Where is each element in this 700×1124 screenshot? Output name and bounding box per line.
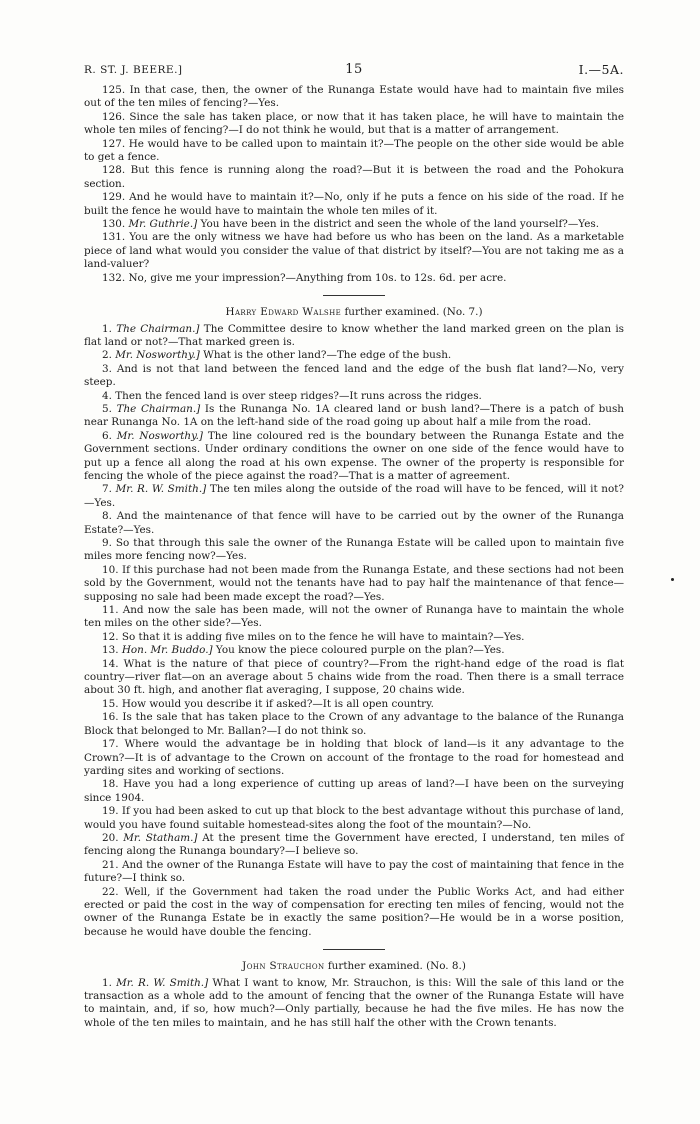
section-subtitle: further examined. (No. 7.) — [344, 306, 483, 319]
document-reference: I.—5A. — [578, 62, 624, 77]
speaker-name: Hon. Mr. Buddo.] — [121, 644, 213, 657]
speaker-name: Mr. Statham.] — [123, 831, 198, 844]
paragraph-126: 126. Since the sale has taken place, or now that it has taken place, he will have to maintain the whole ten miles of fencing?—I do not think he would, but that is a matter of arrangement. — [84, 110, 624, 137]
page-number: 15 — [345, 62, 363, 77]
question-number: 130. — [102, 218, 126, 231]
question-14: 14. What is the nature of that piece of country?—From the right-hand edge of the road is flat country—river flat—on an average about 5 chains wide from the road. Then there is a small terrace about 30 ft. high, and another flat averaging, I suppose, 20 chains wide. — [84, 657, 624, 697]
speaker-name: Mr. R. W. Smith.] — [116, 976, 209, 989]
question-number: 5. — [102, 402, 112, 415]
section-divider — [323, 949, 385, 950]
paragraph-128: 128. But this fence is running along the road?—But it is between the road and the Pohokura section. — [84, 164, 624, 190]
paragraph-131: 131. You are the only witness we have had before us who has been on the land. As a marketable piece of land what would you consider the value of that district by itself?—You are not taking me as a land-valuer? — [84, 231, 624, 271]
question-text: The line coloured red is the boundary between the Runanga Estate and the Government sections. Under ordinary conditions the owner on one side of the fence would have to put up a fence all along the road at his own expense. The owner of the property is responsible for fencing the whole of the piece against the road?—That is a matter of agreement. — [84, 429, 624, 482]
question-text: The ten miles along the outside of the road will have to be fenced, will it not?—Yes. — [84, 483, 625, 509]
paragraph-129: 129. And he would have to maintain it?—No, only if he puts a fence on his side of the road. If he built the fence he would have to maintain the whole ten miles of it. — [84, 191, 624, 217]
section-title-walshe — [84, 306, 624, 319]
question-7 — [84, 483, 624, 510]
question-13 — [84, 644, 624, 657]
question-16: 16. Is the sale that has taken place to the Crown of any advantage to the balance of the Runanga Block that belonged to Mr. Ballan?—I do not think so. — [84, 711, 624, 737]
page-content — [84, 84, 624, 1030]
section-title-strauchon — [84, 960, 624, 973]
question-11: 11. And now the sale has been made, will not the owner of Runanga have to maintain the whole ten miles on the other side?—Yes. — [84, 604, 624, 630]
question-4: 4. Then the fenced land is over steep ridges?—It runs across the ridges. — [102, 389, 482, 402]
speaker-name: The Chairman.] — [116, 402, 201, 415]
header-witness-name: R. ST. J. BEERE.] — [84, 64, 183, 76]
question-10: 10. If this purchase had not been made from the Runanga Estate, and these sections had not been sold by the Government, would not the tenants have had to pay half the maintenance of that fence—supposing no sale had been made except the road?—Yes. — [84, 563, 624, 603]
speaker-name: Mr. Nosworthy.] — [115, 349, 200, 362]
question-15: 15. How would you describe it if asked?—It is all open country. — [102, 697, 434, 710]
question-17: 17. Where would the advantage be in holding that block of land—is it any advantage to the Crown?—It is of advantage to the Crown on account of the frontage to the road for homestead and yarding sites and working of sections. — [84, 738, 624, 777]
section-divider — [323, 295, 385, 296]
question-20 — [84, 832, 624, 859]
question-number: 1. — [102, 976, 112, 989]
speaker-name: Mr. R. W. Smith.] — [115, 483, 207, 496]
question-3: 3. And is not that land between the fenced land and the edge of the bush flat land?—No, very steep. — [84, 362, 624, 389]
question-number: 20. — [102, 831, 119, 844]
question-8: 8. And the maintenance of that fence will have to be carried out by the owner of the Runanga Estate?—Yes. — [84, 510, 624, 536]
question-1 — [84, 323, 624, 350]
paragraph-130 — [84, 218, 624, 231]
question-6 — [84, 430, 624, 484]
speaker-name: The Chairman.] — [116, 322, 200, 335]
question-text: Is the Runanga No. 1A cleared land or bush land?—There is a patch of bush near Runanga No. 1A on the left-hand side of the road going up about half a mile from the road. — [84, 402, 624, 429]
question-text: You have been in the district and seen the whole of the land yourself?—Yes. — [200, 218, 599, 231]
question-22: 22. Well, if the Government had taken the road under the Public Works Act, and had either erected or paid the cost in the way of compensation for erecting ten miles of fencing, would not the owner of the Runanga Estate be in exactly the same position?—He would be in a worse position, because he would have double the fencing. — [84, 885, 624, 938]
paragraph-127: 127. He would have to be called upon to maintain it?—The people on the other side would be able to get a fence. — [84, 137, 624, 164]
question-1-strauchon — [84, 977, 624, 1031]
question-19: 19. If you had been asked to cut up that block to the best advantage without this purchase of land, would you have found suitable homestead-sites along the foot of the mountain?—No. — [84, 805, 624, 831]
question-21: 21. And the owner of the Runanga Estate will have to pay the cost of maintaining that fence in the future?—I think so. — [84, 858, 624, 885]
question-5 — [84, 403, 624, 430]
paragraph-132: 132. No, give me your impression?—Anything from 10s. to 12s. 6d. per acre. — [102, 271, 507, 284]
section-subtitle: further examined. (No. 8.) — [327, 960, 466, 973]
paragraph-125: 125. In that case, then, the owner of the Runanga Estate would have had to maintain five miles out of the ten miles of fencing?—Yes. — [84, 84, 624, 110]
question-text: At the present time the Government have erected, I understand, ten miles of fencing along the Runanga boundary?—I believe so. — [84, 831, 624, 858]
witness-name: Harry Edward Walshe — [225, 306, 342, 319]
question-text: What I want to know, Mr. Strauchon, is this: Will the sale of this land or the transaction as a whole add to the amount of fencing that the owner of the Runanga Estate will have to maintain, and, if so, how much?—Only partially, because he had the five miles. He has now the whole of the ten miles to maintain, and he has still half the other with the Crown tenants. — [84, 976, 624, 1029]
page-header — [84, 62, 624, 84]
question-number: 13. — [102, 644, 119, 657]
speaker-name: Mr. Guthrie.] — [128, 218, 198, 231]
question-number: 7. — [102, 483, 112, 496]
question-number: 6. — [102, 429, 112, 442]
question-text: What is the other land?—The edge of the bush. — [203, 349, 452, 362]
question-text: The Committee desire to know whether the land marked green on the plan is flat land or not?—That marked green is. — [84, 322, 624, 348]
question-9: 9. So that through this sale the owner of the Runanga Estate will be called upon to maintain five miles more fencing now?—Yes. — [84, 537, 624, 563]
question-text: You know the piece coloured purple on the plan?—Yes. — [215, 644, 505, 657]
question-number: 2. — [102, 349, 112, 362]
question-12: 12. So that it is adding five miles on to the fence he will have to maintain?—Yes. — [102, 630, 525, 643]
question-2 — [84, 349, 624, 362]
speaker-name: Mr. Nosworthy.] — [116, 429, 203, 442]
margin-mark — [671, 578, 674, 581]
question-number: 1. — [102, 322, 112, 335]
question-18: 18. Have you had a long experience of cutting up areas of land?—I have been on the surveying since 1904. — [84, 778, 624, 804]
witness-name: John Strauchon — [242, 960, 325, 973]
